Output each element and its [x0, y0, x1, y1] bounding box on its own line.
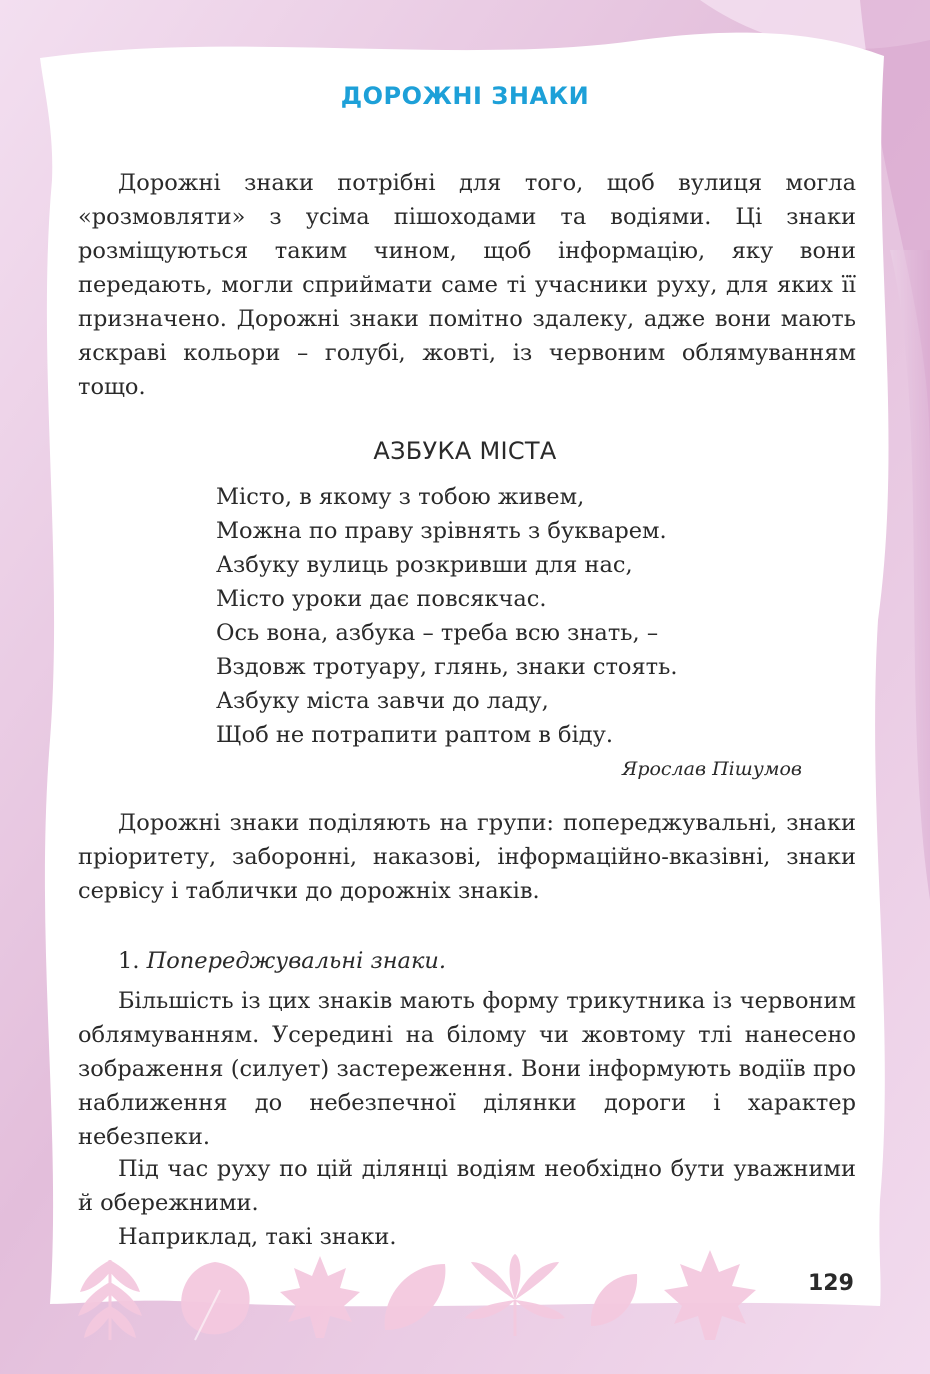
poem-line: Азбуку міста завчи до ладу, [216, 688, 549, 714]
page-title: ДОРОЖНІ ЗНАКИ [340, 82, 590, 110]
poem-line: Вздовж тротуару, глянь, знаки стоять. [216, 654, 678, 680]
page-number: 129 [808, 1271, 854, 1296]
poem-line: Можна по праву зрівнять з букварем. [216, 518, 667, 544]
warning-paragraph: Більшість із цих знаків мають форму трикутника із червоним облямуванням. Усередині на білому чи жовтому тлі нанесено зображення (силует) застереження. Вони інформують водіїв про наближення до небезпечної ділянки дороги і характер небезпеки. [78, 988, 856, 1150]
poem-line: Азбуку вулиць розкривши для нас, [216, 552, 633, 578]
example-paragraph: Наприклад, такі знаки. [118, 1224, 397, 1250]
intro-paragraph: Дорожні знаки потрібні для того, щоб вулиця могла «розмовляти» з усіма пішоходами та водіями. Ці знаки розміщуються таким чином, щоб інформацію, яку вони передають, могли сприймати саме ті учасники руху, для яких її призначено. Дорожні знаки помітно здалеку, адже вони мають яскраві кольори – голубі, жовті, із червоним облямуванням тощо. [78, 170, 856, 400]
caution-paragraph: Під час руху по цій ділянці водіям необхідно бути уважними й обережними. [78, 1156, 856, 1216]
poem-line: Місто, в якому з тобою живем, [216, 484, 585, 510]
groups-paragraph: Дорожні знаки поділяють на групи: попереджувальні, знаки пріоритету, заборонні, наказові, інформаційно-вказівні, знаки сервісу і таблички до дорожніх знаків. [78, 810, 856, 904]
section-name: Попереджувальні знаки. [146, 948, 447, 974]
poem-title: АЗБУКА МІСТА [373, 437, 557, 465]
poem-author: Ярослав Пішумов [621, 758, 802, 780]
section-number: 1. [118, 948, 140, 974]
poem-line: Місто уроки дає повсякчас. [216, 586, 547, 612]
poem [216, 480, 816, 752]
section-heading [118, 944, 446, 978]
poem-line: Ось вона, азбука – треба всю знать, – [216, 620, 659, 646]
poem-line: Щоб не потрапити раптом в біду. [216, 722, 614, 748]
